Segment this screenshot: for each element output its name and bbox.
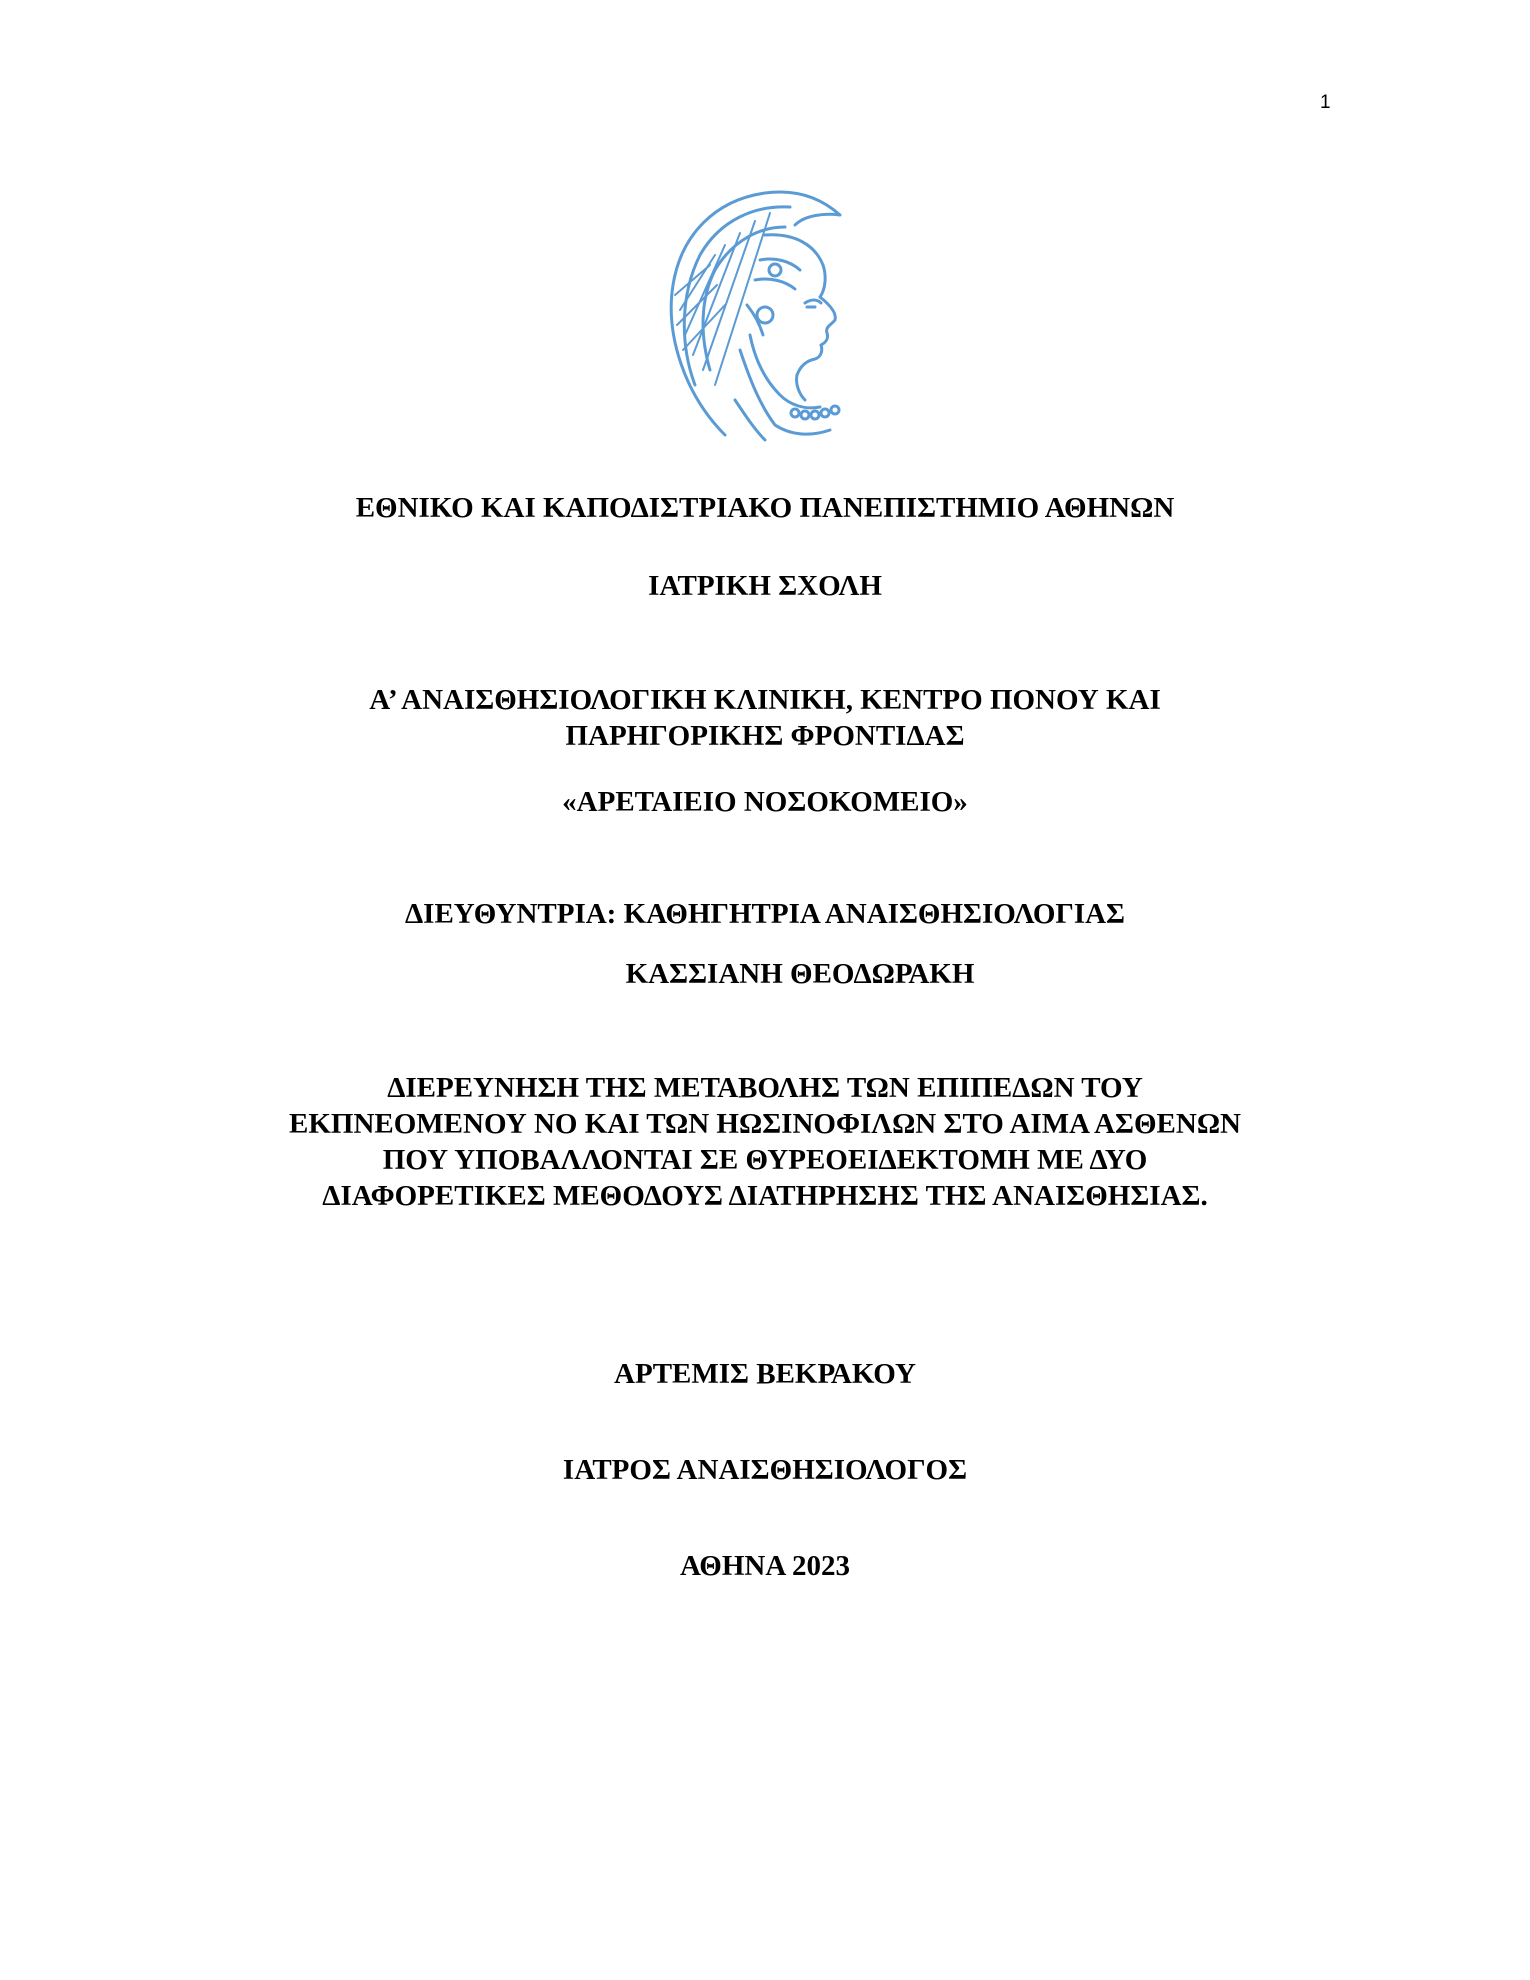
director-title: ΔΙΕΥΘΥΝΤΡΙΑ: ΚΑΘΗΓΗΤΡΙΑ ΑΝΑΙΣΘΗΣΙΟΛΟΓΙΑΣ — [404, 898, 1126, 930]
clinic-name — [0, 682, 1530, 754]
page-number: 1 — [1320, 92, 1331, 113]
director-name: ΚΑΣΣΙΑΝΗ ΘΕΟΔΩΡΑΚΗ — [625, 958, 975, 990]
school-name: ΙΑΤΡΙΚΗ ΣΧΟΛΗ — [648, 570, 882, 602]
university-name: ΕΘΝΙΚΟ ΚΑΙ ΚΑΠΟΔΙΣΤΡΙΑΚΟ ΠΑΝΕΠΙΣΤΗΜΙΟ ΑΘΗΝΩΝ — [355, 492, 1175, 524]
thesis-title-line-2: ΕΚΠΝΕΟΜΕΝΟΥ ΝΟ ΚΑΙ ΤΩΝ ΗΩΣΙΝΟΦΙΛΩΝ ΣΤΟ ΑΙΜΑ ΑΣΘΕΝΩΝ — [288, 1108, 1241, 1140]
clinic-line-2: ΠΑΡΗΓΟΡΙΚΗΣ ΦΡΟΝΤΙΔΑΣ — [565, 720, 965, 752]
thesis-title-line-4: ΔΙΑΦΟΡΕΤΙΚΕΣ ΜΕΘΟΔΟΥΣ ΔΙΑΤΗΡΗΣΗΣ ΤΗΣ ΑΝΑΙΣΘΗΣΙΑΣ. — [322, 1180, 1208, 1212]
clinic-line-1: Α’ ΑΝΑΙΣΘΗΣΙΟΛΟΓΙΚΗ ΚΛΙΝΙΚΗ, ΚΕΝΤΡΟ ΠΟΝΟΥ ΚΑΙ — [369, 684, 1161, 716]
thesis-title-line-1: ΔΙΕΡΕΥΝΗΣΗ ΤΗΣ ΜΕΤΑΒΟΛΗΣ ΤΩΝ ΕΠΙΠΕΔΩΝ ΤΟΥ — [387, 1072, 1143, 1104]
athena-head-emblem-icon — [655, 185, 865, 447]
place-year: ΑΘΗΝΑ 2023 — [680, 1550, 850, 1582]
author-name: ΑΡΤΕΜΙΣ ΒΕΚΡΑΚΟΥ — [614, 1358, 916, 1390]
author-role: ΙΑΤΡΟΣ ΑΝΑΙΣΘΗΣΙΟΛΟΓΟΣ — [562, 1454, 968, 1486]
thesis-title-line-3: ΠΟΥ ΥΠΟΒΑΛΛΟΝΤΑΙ ΣΕ ΘΥΡΕΟΕΙΔΕΚΤΟΜΗ ΜΕ ΔΥΟ — [382, 1144, 1148, 1176]
hospital-name: «ΑΡΕΤΑΙΕΙΟ ΝΟΣΟΚΟΜΕΙΟ» — [562, 786, 968, 818]
thesis-title — [0, 1070, 1530, 1214]
